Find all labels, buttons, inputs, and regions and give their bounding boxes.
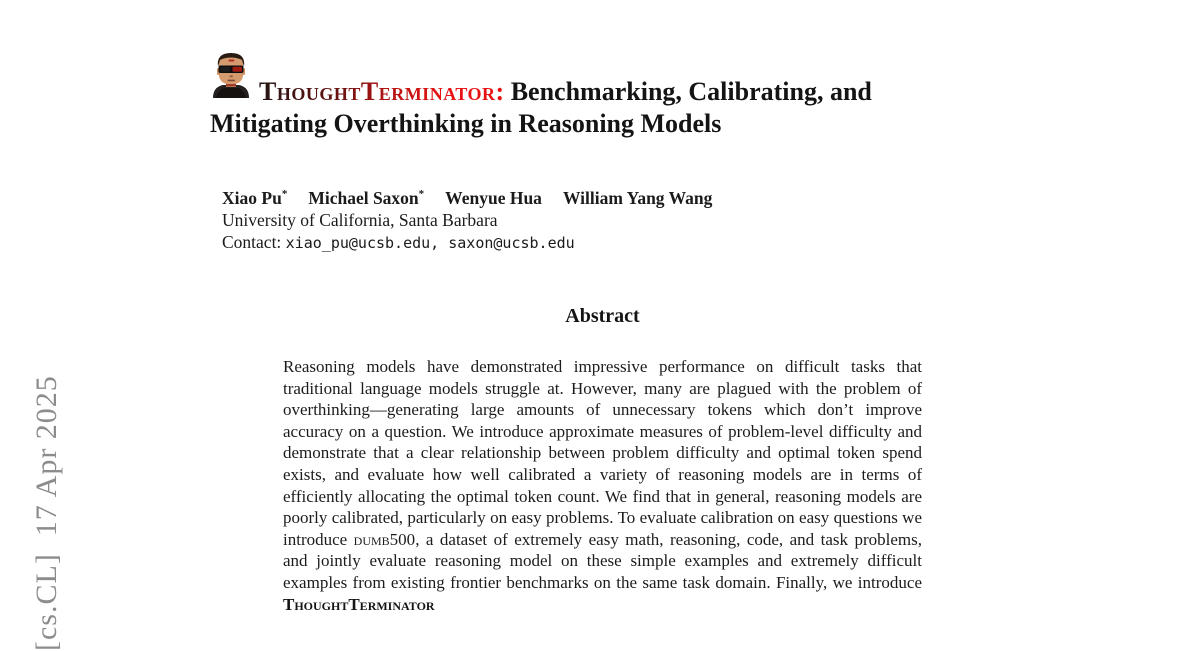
author-name-text: Wenyue Hua: [445, 188, 542, 208]
paper-title: [210, 56, 1060, 139]
contact-line: [222, 232, 712, 254]
abstract-part2: , a dataset of extremely easy math, reasoning, code, and task problems, and jointly evaluate reasoning model on these simple examples and extremely difficult examples from existing frontier benchmarks on the same task domain. Finally, we introduce: [283, 529, 923, 592]
title-line-2: Mitigating Overthinking in Reasoning Models: [210, 109, 722, 138]
title-line1-text: [259, 78, 872, 105]
author-name-text: William Yang Wang: [562, 188, 713, 208]
author-name: [222, 188, 287, 208]
dumb500-smallcaps: dumb500: [353, 529, 416, 549]
author-name-text: Michael Saxon: [308, 188, 419, 208]
author-name: [563, 188, 712, 208]
abstract-part1: Reasoning models have demonstrated impressive performance on difficult tasks that traditional language models struggle at. However, many are plagued with the problem of overthinking—generating large amounts of unnecessary tokens which don’t improve accuracy on a question. We introduce approximate measures of problem-level difficulty and demonstrate that a clear relationship between problem difficulty and optimal token spend exists, and evaluate how well calibrated a variety of reasoning models are in terms of efficiently allocating the optimal token count. We find that in general, reasoning models are poorly calibrated, particularly on easy problems. To evaluate calibration on easy questions we introduce: [283, 357, 922, 549]
abstract-heading: Abstract: [565, 305, 640, 327]
author-name-text: Xiao Pu: [222, 188, 282, 208]
title-brand-thoughtterminator: ThoughtTerminator: [259, 76, 496, 106]
author-name: [445, 188, 542, 208]
authors-block: [222, 184, 712, 254]
abstract-section: [283, 305, 922, 615]
title-line1-rest: Benchmarking, Calibrating, and: [504, 76, 872, 106]
contact-emails: xiao_pu@ucsb.edu, saxon@ucsb.edu: [285, 234, 575, 252]
author-row: [222, 184, 712, 209]
contact-label: Contact:: [222, 232, 286, 252]
author-asterisk: *: [418, 188, 425, 200]
abstract-text: [283, 356, 922, 615]
thoughtterminator-smallcaps: ThoughtTerminator: [283, 594, 435, 614]
arxiv-stamp: [cs.CL] 17 Apr 2025: [30, 375, 63, 651]
author-name: [308, 188, 424, 208]
author-asterisk: *: [281, 188, 288, 200]
title-line-1: [210, 56, 1060, 105]
affiliation: University of California, Santa Barbara: [222, 210, 498, 230]
title-colon: :: [495, 76, 505, 106]
terminator-face-icon: [210, 51, 252, 105]
